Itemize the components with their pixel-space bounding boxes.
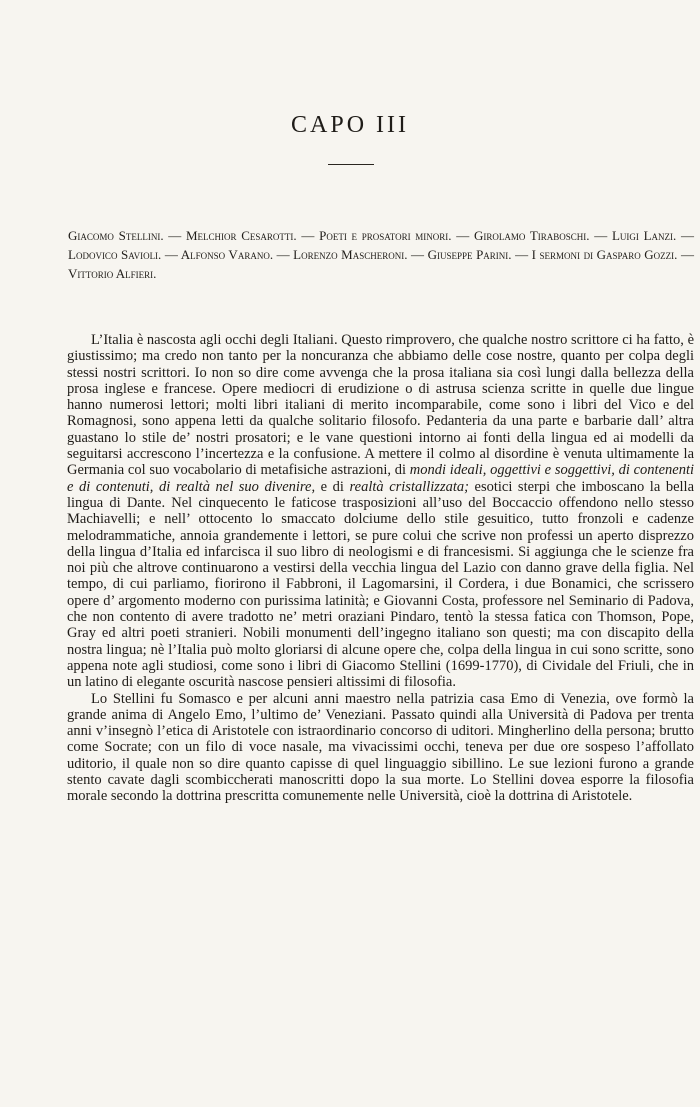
italic-phrase: realtà cristallizzata; — [349, 478, 469, 495]
chapter-title: CAPO III — [291, 112, 409, 138]
title-rule — [328, 164, 374, 165]
paragraph-text: e di — [315, 478, 350, 495]
paragraph: Lo Stellini fu Somasco e per alcuni anni maestro nella patrizia casa Emo di Venezia, ove formò la grande anima di Angelo Emo, l’ultimo de’ Veneziani. Passato quindi alla Università di Padova per trenta anni v’insegnò l’etica di Aristotele con istraordinario concorso di uditori. Mingherlino della persona; brutto come Socrate; con un filo di voce nasale, ma vivacissimi occhi, teneva per due ore sospeso l’affollato uditorio, il quale non so dire quanto capisse di quel linguaggio sibillino. Le sue lezioni furono a grande stento cavate dagli scombiccherati manoscritti dopo la sua morte. Lo Stellini dovea esporre la filosofia morale secondo la dottrina prescritta comunemente nelle Università, cioè la dottrina di Aristotele. — [67, 690, 694, 805]
paragraph-text: L’Italia è nascosta agli occhi degli Italiani. Questo rimprovero, che qualche nostro scrittore ci ha fatto, è giustissimo; ma credo non tanto per la noncuranza che abbiamo delle cose nostre, quanto per colpa degli stessi nostri scrittori. Io non so dire come avvenga che la prosa italiana sia così lungi dalla bellezza della prosa inglese e francese. Opere mediocri di erudizione o di astrusa scienza scritte in quelle due lingue hanno numerosi lettori; molti libri italiani di merito incomparabile, come sono i libri del Vico e del Romagnosi, sono appena letti da qualche solitario filosofo. Pedanteria da una parte e barbarie dall’ altra guastano lo stile de’ nostri prosatori; e le vane questioni intorno ai fonti della lingua ed ai modelli da seguitarsi accrescono l’incertezza e la confusione. A mettere il colmo al disordine è venuta ultimamente la Germania col suo vocabolario di metafisiche astrazioni, di — [67, 332, 694, 479]
paragraph-text: esotici sterpi che imboscano la bella lingua di Dante. Nel cinquecento le faticose trasposizioni all’uso del Boccaccio offendono nello stesso Machiavelli; e nell’ ottocento lo smaccato dolciume dello stile gesuitico, tutto fronzoli e cadenze melodrammatiche, annoia grandemente i lettori, se pure colui che scrive non professi un aperto disprezzo della lingua d’Italia ed infarcisca il suo libro di neologismi e di francesismi. Si aggiunga che le scienze fra noi più che altrove continuarono a vestirsi della vecchia lingua del Lazio con danno grave della figlia. Nel tempo, di cui parliamo, fiorirono il Fabbroni, il Lagomarsini, il Cordera, i due Bonamici, che scrissero opere d’ argomento moderno con purissima latinità; e Giovanni Costa, professore nel Seminario di Padova, che non contento di avere tradotto ne’ metri oraziani Pindaro, tentò la stessa fatica con Thomson, Pope, Gray ed altri poeti stranieri. Nobili monumenti dell’ingegno italiano son questi; ma con discapito della nostra lingua; nè l’Italia può molto gloriarsi di alcune opere che, colpa della lingua in cui sono scritte, sono appena note agli studiosi, come sono i libri di Giacomo Stellini (1699-1770), di Cividale del Friuli, che in un latino di elegante oscurità nascose pensieri altissimi di filosofia. — [67, 478, 695, 691]
paragraph — [67, 332, 694, 691]
italic-phrase: mondi ideali, oggettivi e soggettivi, di contenenti e di contenuti, di realtà nel suo divenire, — [67, 462, 695, 495]
body-text — [67, 332, 694, 805]
chapter-summary: Giacomo Stellini. — Melchior Cesarotti. — Poeti e prosatori minori. — Girolamo Tiraboschi. — Luigi Lanzi. — Lodovico Savioli. — Alfonso Varano. — Lorenzo Mascheroni. — Giuseppe Parini. — I sermoni di Gasparo Gozzi. — Vittorio Alfieri. — [68, 228, 694, 281]
